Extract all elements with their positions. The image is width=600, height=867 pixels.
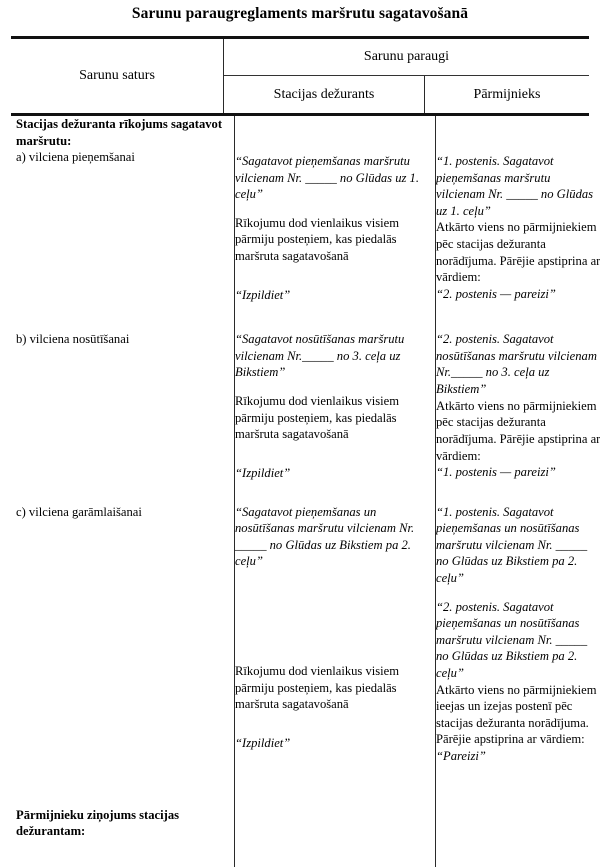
row-a-duty-note: Rīkojumu dod vienlaikus visiem pārmiju posteņiem, kas piedalās maršruta sagatavošanā xyxy=(235,215,435,265)
page-title: Sarunu paraugreglaments maršrutu sagatavošanā xyxy=(0,0,600,22)
row-d-duty-officer-cell xyxy=(235,765,436,867)
row-c-switchman-quote-1: “1. postenis. Sagatavot pieņemšanas un nosūtīšanas maršrutu vilcienam Nr. _____ no Glūdas uz Bikstiem pa 2. ceļu” xyxy=(436,504,600,587)
header-label-switchman: Pārmijnieks xyxy=(425,76,589,113)
row-d-content-cell xyxy=(11,765,235,867)
header-cell-samples xyxy=(224,39,590,113)
row-c-duty-quote-2: “Izpildiet” xyxy=(235,735,435,752)
row-c-item: c) vilciena garāmlaišanai xyxy=(16,504,228,521)
row-b-duty-note: Rīkojumu dod vienlaikus visiem pārmiju posteņiem, kas piedalās maršruta sagatavošanā xyxy=(235,393,435,443)
row-c-switchman-quote-3: “Pareizi” xyxy=(436,748,600,765)
row-b-switchman-cell xyxy=(436,303,600,481)
row-b-duty-quote-2: “Izpildiet” xyxy=(235,465,435,482)
table-row xyxy=(11,765,600,867)
row-a-duty-quote-1: “Sagatavot pieņemšanas maršrutu vilcienam Nr. _____ no Glūdas uz 1. ceļu” xyxy=(235,153,435,203)
row-d-heading: Pārmijnieku ziņojums stacijas dežurantam: xyxy=(16,807,228,840)
row-a-duty-quote-2: “Izpildiet” xyxy=(235,287,435,304)
row-b-switchman-note: Atkārto viens no pārmijniekiem pēc stacijas dežuranta norādījuma. Pārējie apstiprina ar vārdiem: xyxy=(436,398,600,464)
conversation-regulations-table xyxy=(11,36,589,837)
table-row xyxy=(11,116,600,303)
row-a-switchman-quote-2: “2. postenis — pareizi” xyxy=(436,286,600,303)
row-c-switchman-quote-2: “2. postenis. Sagatavot pieņemšanas un nosūtīšanas maršrutu vilcienam Nr. _____ no Glūdas uz Bikstiem pa 2. ceļu” xyxy=(436,599,600,682)
table-row xyxy=(11,482,600,765)
table-header xyxy=(11,39,589,113)
row-c-duty-quote-1: “Sagatavot pieņemšanas un nosūtīšanas maršrutu vilcienam Nr. _____ no Glūdas uz Bikstiem pa 2. ceļu” xyxy=(235,504,435,570)
header-subrow xyxy=(224,76,589,113)
row-a-item: a) vilciena pieņemšanai xyxy=(16,149,228,166)
header-label-content: Sarunu saturs xyxy=(11,39,223,113)
row-c-duty-officer-cell xyxy=(235,482,436,765)
header-label-samples: Sarunu paraugi xyxy=(224,39,589,75)
row-a-switchman-cell xyxy=(436,116,600,303)
row-a-switchman-note: Atkārto viens no pārmijniekiem pēc stacijas dežuranta norādījuma. Pārējie apstiprina ar vārdiem: xyxy=(436,219,600,285)
header-cell-content xyxy=(11,39,224,113)
header-cell-switchman xyxy=(424,76,589,113)
row-a-duty-officer-cell xyxy=(235,116,436,303)
row-b-duty-quote-1: “Sagatavot nosūtīšanas maršrutu vilcienam Nr._____ no 3. ceļa uz Bikstiem” xyxy=(235,331,435,381)
row-b-content-cell xyxy=(11,303,235,481)
row-d-switchman-cell xyxy=(436,765,600,867)
row-a-switchman-quote-1: “1. postenis. Sagatavot pieņemšanas maršrutu vilcienam Nr. _____ no Glūdas uz 1. ceļu” xyxy=(436,153,600,219)
row-b-duty-officer-cell xyxy=(235,303,436,481)
header-label-duty-officer: Stacijas dežurants xyxy=(224,76,424,113)
row-a-content-cell xyxy=(11,116,235,303)
row-b-switchman-quote-2: “1. postenis — pareizi” xyxy=(436,464,600,481)
table-body xyxy=(11,116,600,867)
row-c-duty-note: Rīkojumu dod vienlaikus visiem pārmiju posteņiem, kas piedalās maršruta sagatavošanā xyxy=(235,663,435,713)
row-c-content-cell xyxy=(11,482,235,765)
row-c-switchman-cell xyxy=(436,482,600,765)
row-a-heading: Stacijas dežuranta rīkojums sagatavot maršrutu: xyxy=(16,116,228,149)
row-c-switchman-note: Atkārto viens no pārmijniekiem ieejas un izejas postenī pēc stacijas dežuranta norādījuma. Pārējie apstiprina ar vārdiem: xyxy=(436,682,600,748)
row-b-item: b) vilciena nosūtīšanai xyxy=(16,331,228,348)
header-cell-duty-officer xyxy=(224,76,424,113)
table-row xyxy=(11,303,600,481)
row-b-switchman-quote-1: “2. postenis. Sagatavot nosūtīšanas maršrutu vilcienam Nr._____ no 3. ceļa uz Bikstiem” xyxy=(436,331,600,397)
